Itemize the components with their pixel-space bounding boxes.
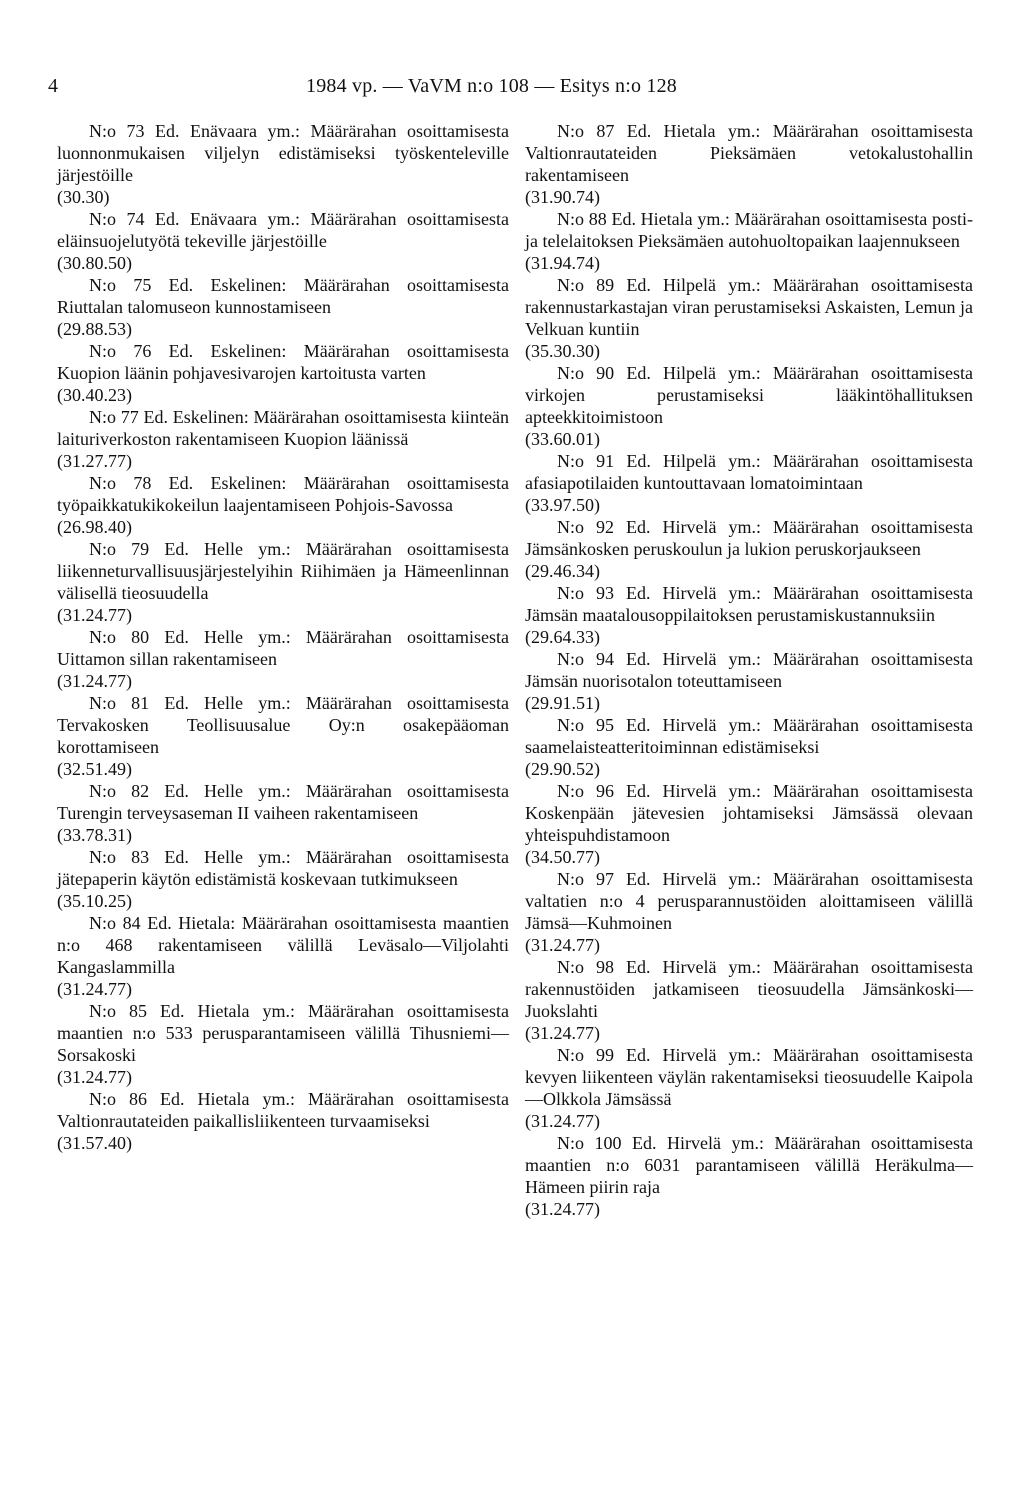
- motion-text: N:o 88 Ed. Hietala ym.: Määrärahan osoittamisesta posti- ja telelaitoksen Pieksämäen autohuoltopaikan laajennukseen: [525, 209, 973, 251]
- budget-code: (30.40.23): [57, 385, 132, 405]
- motion-entry: [57, 120, 509, 208]
- budget-code: (32.51.49): [57, 759, 132, 779]
- motion-entry: [57, 1088, 509, 1154]
- motion-entry: [525, 120, 973, 208]
- motion-text: N:o 87 Ed. Hietala ym.: Määrärahan osoittamisesta Valtionrautateiden Pieksämäen vetokalustohallin rakentamiseen: [525, 121, 973, 185]
- motion-entry: [525, 582, 973, 648]
- motion-text: N:o 79 Ed. Helle ym.: Määrärahan osoittamisesta liikenneturvallisuusjärjestelyihin Riihimäen ja Hämeenlinnan välisellä tieosuudella: [57, 539, 509, 603]
- running-title: 1984 vp. — VaVM n:o 108 — Esitys n:o 128: [306, 75, 677, 97]
- motion-entry: [525, 362, 973, 450]
- motion-text: N:o 98 Ed. Hirvelä ym.: Määrärahan osoittamisesta rakennustöiden jatkamiseen tieosuudella Jämsänkoski—Juokslahti: [525, 957, 973, 1021]
- motion-text: N:o 96 Ed. Hirvelä ym.: Määrärahan osoittamisesta Koskenpään jätevesien johtamiseksi Jämsässä olevaan yhteispuhdistamoon: [525, 781, 973, 845]
- budget-code: (31.24.77): [57, 979, 132, 999]
- motion-text: N:o 83 Ed. Helle ym.: Määrärahan osoittamisesta jätepaperin käytön edistämistä koskevaan tutkimukseen: [57, 847, 509, 889]
- motion-entry: [57, 472, 509, 538]
- motion-entry: [525, 648, 973, 714]
- budget-code: (31.27.77): [57, 451, 132, 471]
- motion-text: N:o 74 Ed. Enävaara ym.: Määrärahan osoittamisesta eläinsuojelutyötä tekeville järjestöille: [57, 209, 509, 251]
- budget-code: (31.90.74): [525, 187, 600, 207]
- budget-code: (31.24.77): [57, 1067, 132, 1087]
- budget-code: (35.10.25): [57, 891, 132, 911]
- motion-entry: [525, 274, 973, 362]
- motion-entry: [525, 956, 973, 1044]
- motion-text: N:o 82 Ed. Helle ym.: Määrärahan osoittamisesta Turengin terveysaseman II vaiheen rakentamiseen: [57, 781, 509, 823]
- motion-entry: [57, 626, 509, 692]
- motion-entry: [525, 208, 973, 274]
- budget-code: (29.88.53): [57, 319, 132, 339]
- page-number: 4: [48, 75, 59, 97]
- motion-entry: [57, 912, 509, 1000]
- motion-entry: [525, 1132, 973, 1220]
- motion-text: N:o 75 Ed. Eskelinen: Määrärahan osoittamisesta Riuttalan talomuseon kunnostamiseen: [57, 275, 509, 317]
- motion-entry: [525, 450, 973, 516]
- budget-code: (31.57.40): [57, 1133, 132, 1153]
- budget-code: (29.64.33): [525, 627, 600, 647]
- budget-code: (33.60.01): [525, 429, 600, 449]
- motion-text: N:o 77 Ed. Eskelinen: Määrärahan osoittamisesta kiinteän laituriverkoston rakentamiseen Kuopion läänissä: [57, 407, 509, 449]
- motion-entry: [525, 780, 973, 868]
- motion-text: N:o 95 Ed. Hirvelä ym.: Määrärahan osoittamisesta saamelaisteatteritoiminnan edistämiseksi: [525, 715, 973, 757]
- motion-text: N:o 100 Ed. Hirvelä ym.: Määrärahan osoittamisesta maantien n:o 6031 parantamiseen välillä Heräkulma—Hämeen piirin raja: [525, 1133, 973, 1197]
- budget-code: (29.90.52): [525, 759, 600, 779]
- motion-text: N:o 80 Ed. Helle ym.: Määrärahan osoittamisesta Uittamon sillan rakentamiseen: [57, 627, 509, 669]
- budget-code: (35.30.30): [525, 341, 600, 361]
- motion-entry: [57, 692, 509, 780]
- motion-text: N:o 73 Ed. Enävaara ym.: Määrärahan osoittamisesta luonnonmukaisen viljelyn edistämiseksi työskenteleville järjestöille: [57, 121, 509, 185]
- motion-text: N:o 84 Ed. Hietala: Määrärahan osoittamisesta maantien n:o 468 rakentamiseen välillä Leväsalo—Viljolahti Kangaslammilla: [57, 913, 509, 977]
- budget-code: (33.78.31): [57, 825, 132, 845]
- budget-code: (29.91.51): [525, 693, 600, 713]
- motion-text: N:o 81 Ed. Helle ym.: Määrärahan osoittamisesta Tervakosken Teollisuusalue Oy:n osakepääoman korottamiseen: [57, 693, 509, 757]
- motion-entry: [57, 1000, 509, 1088]
- motion-entry: [525, 868, 973, 956]
- budget-code: (31.24.77): [525, 1111, 600, 1131]
- budget-code: (30.30): [57, 187, 110, 207]
- budget-code: (26.98.40): [57, 517, 132, 537]
- budget-code: (30.80.50): [57, 253, 132, 273]
- motion-entry: [525, 516, 973, 582]
- budget-code: (31.24.77): [525, 1023, 600, 1043]
- motion-text: N:o 99 Ed. Hirvelä ym.: Määrärahan osoittamisesta kevyen liikenteen väylän rakentamiseksi tieosuudelle Kaipola—Olkkola Jämsässä: [525, 1045, 973, 1109]
- motion-entry: [57, 406, 509, 472]
- motion-entry: [57, 340, 509, 406]
- motion-text: N:o 76 Ed. Eskelinen: Määrärahan osoittamisesta Kuopion läänin pohjavesivarojen kartoitusta varten: [57, 341, 509, 383]
- right-column: [525, 120, 973, 1220]
- motion-entry: [57, 274, 509, 340]
- motion-text: N:o 85 Ed. Hietala ym.: Määrärahan osoittamisesta maantien n:o 533 perusparantamiseen välillä Tihusniemi—Sorsakoski: [57, 1001, 509, 1065]
- motion-entry: [57, 208, 509, 274]
- budget-code: (31.24.77): [57, 605, 132, 625]
- motion-text: N:o 91 Ed. Hilpelä ym.: Määrärahan osoittamisesta afasiapotilaiden kuntouttavaan lomatoimintaan: [525, 451, 973, 493]
- budget-code: (31.24.77): [525, 1199, 600, 1219]
- budget-code: (31.24.77): [525, 935, 600, 955]
- left-column: [57, 120, 509, 1154]
- motion-entry: [525, 1044, 973, 1132]
- motion-entry: [57, 538, 509, 626]
- motion-text: N:o 78 Ed. Eskelinen: Määrärahan osoittamisesta työpaikkatukikokeilun laajentamiseen Pohjois-Savossa: [57, 473, 509, 515]
- motion-entry: [525, 714, 973, 780]
- motion-entry: [57, 846, 509, 912]
- budget-code: (34.50.77): [525, 847, 600, 867]
- motion-text: N:o 92 Ed. Hirvelä ym.: Määrärahan osoittamisesta Jämsänkosken peruskoulun ja lukion peruskorjaukseen: [525, 517, 973, 559]
- budget-code: (31.24.77): [57, 671, 132, 691]
- budget-code: (33.97.50): [525, 495, 600, 515]
- motion-text: N:o 94 Ed. Hirvelä ym.: Määrärahan osoittamisesta Jämsän nuorisotalon toteuttamiseen: [525, 649, 973, 691]
- budget-code: (31.94.74): [525, 253, 600, 273]
- motion-text: N:o 89 Ed. Hilpelä ym.: Määrärahan osoittamisesta rakennustarkastajan viran perustamiseksi Askaisten, Lemun ja Velkuan kuntiin: [525, 275, 973, 339]
- budget-code: (29.46.34): [525, 561, 600, 581]
- motion-text: N:o 86 Ed. Hietala ym.: Määrärahan osoittamisesta Valtionrautateiden paikallisliikenteen turvaamiseksi: [57, 1089, 509, 1131]
- motion-entry: [57, 780, 509, 846]
- motion-text: N:o 93 Ed. Hirvelä ym.: Määrärahan osoittamisesta Jämsän maatalousoppilaitoksen perustamiskustannuksiin: [525, 583, 973, 625]
- motion-text: N:o 97 Ed. Hirvelä ym.: Määrärahan osoittamisesta valtatien n:o 4 perusparannustöiden aloittamiseen välillä Jämsä—Kuhmoinen: [525, 869, 973, 933]
- motion-text: N:o 90 Ed. Hilpelä ym.: Määrärahan osoittamisesta virkojen perustamiseksi lääkintöhallituksen apteekkitoimistoon: [525, 363, 973, 427]
